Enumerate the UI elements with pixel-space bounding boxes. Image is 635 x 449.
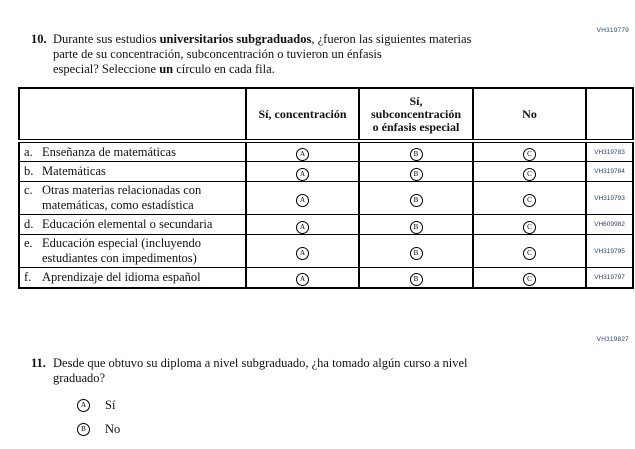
header-line: Sí,	[409, 93, 423, 108]
header-empty-label-cell	[19, 88, 246, 141]
row-code: VH319795	[586, 235, 633, 268]
question10-code: VH319779	[596, 27, 629, 34]
row-label-cell	[19, 215, 246, 235]
option-cell	[473, 141, 586, 162]
option-bubble-no[interactable]: C	[523, 194, 536, 207]
table-row	[19, 162, 633, 182]
option-bubble-si-concentracion[interactable]: A	[296, 247, 309, 260]
option-cell	[473, 162, 586, 182]
row-label-cell	[19, 235, 246, 268]
question-text-line: Durante sus estudios universitarios subgraduados, ¿fueron las siguientes materias	[53, 32, 472, 46]
question10-text	[53, 32, 471, 77]
row-code: VH609982	[586, 215, 633, 235]
option-bubble-si-concentracion[interactable]: A	[296, 194, 309, 207]
row-label-cell	[19, 268, 246, 288]
question11-text	[53, 356, 467, 447]
question-text-line: parte de su concentración, subconcentración o tuvieron un énfasis	[53, 47, 382, 61]
table-row	[19, 182, 633, 215]
row-label: Educación especial (incluyendo estudiantes con impedimentos)	[42, 236, 201, 265]
option-cell	[246, 162, 359, 182]
option-bubble-si-concentracion[interactable]: A	[296, 168, 309, 181]
table-row	[19, 141, 633, 162]
option-bubble-no[interactable]: B	[77, 423, 90, 436]
row-label: Enseñanza de matemáticas	[42, 144, 176, 159]
header-no: No	[473, 88, 586, 141]
row-label: Matemáticas	[42, 164, 106, 178]
option-bubble-si-concentracion[interactable]: A	[296, 221, 309, 234]
option-cell	[473, 235, 586, 268]
option-cell	[359, 182, 473, 215]
header-si-concentracion: Sí, concentración	[246, 88, 359, 141]
option-cell	[246, 268, 359, 288]
row-letter: c.	[24, 183, 33, 197]
option-cell	[246, 141, 359, 162]
row-letter: e.	[24, 236, 33, 250]
row-label-cell	[19, 182, 246, 215]
question-text-line: graduado?	[53, 371, 106, 385]
option-label: No	[105, 422, 121, 436]
option-bubble-si[interactable]: A	[77, 399, 90, 412]
option-bubble-si-concentracion[interactable]: A	[296, 148, 309, 161]
question-11	[31, 356, 467, 447]
option-bubble-si-subconcentracion[interactable]: B	[410, 247, 423, 260]
question-text-line: especial? Seleccione un círculo en cada fila.	[53, 62, 275, 76]
row-letter: b.	[24, 164, 34, 178]
option-cell	[246, 215, 359, 235]
table-header-row	[19, 88, 633, 141]
option-bubble-no[interactable]: C	[523, 221, 536, 234]
option-label: Sí	[105, 398, 116, 412]
header-line: subconcentración	[371, 106, 461, 121]
option-bubble-si-concentracion[interactable]: A	[296, 273, 309, 286]
question11-options	[77, 399, 467, 436]
option-cell	[359, 268, 473, 288]
answer-matrix-table	[18, 87, 634, 289]
option-si	[77, 399, 467, 412]
question11-number: 11.	[31, 356, 46, 370]
question10-number: 10.	[31, 32, 47, 46]
table-row	[19, 215, 633, 235]
header-empty-code-cell	[586, 88, 633, 141]
question-10	[31, 32, 471, 77]
header-line: o énfasis especial	[372, 119, 460, 134]
option-bubble-no[interactable]: C	[523, 148, 536, 161]
header-si-subconcentracion	[359, 88, 473, 141]
row-label: Otras materias relacionadas con matemáticas, como estadística	[42, 183, 202, 212]
row-code: VH319783	[586, 141, 633, 162]
table-row	[19, 235, 633, 268]
table-row	[19, 268, 633, 288]
row-code: VH319784	[586, 162, 633, 182]
option-bubble-si-subconcentracion[interactable]: B	[410, 148, 423, 161]
option-cell	[473, 215, 586, 235]
option-bubble-no[interactable]: C	[523, 273, 536, 286]
option-bubble-no[interactable]: C	[523, 247, 536, 260]
option-bubble-no[interactable]: C	[523, 168, 536, 181]
option-cell	[246, 182, 359, 215]
option-cell	[246, 235, 359, 268]
row-letter: f.	[24, 269, 32, 284]
question11-code: VH319827	[596, 336, 629, 343]
row-label: Aprendizaje del idioma español	[42, 269, 201, 284]
option-bubble-si-subconcentracion[interactable]: B	[410, 194, 423, 207]
row-label-cell	[19, 162, 246, 182]
option-cell	[359, 162, 473, 182]
row-label: Educación elemental o secundaria	[42, 217, 213, 231]
option-cell	[359, 141, 473, 162]
option-bubble-si-subconcentracion[interactable]: B	[410, 273, 423, 286]
row-code: VH319793	[586, 182, 633, 215]
option-cell	[473, 268, 586, 288]
option-bubble-si-subconcentracion[interactable]: B	[410, 221, 423, 234]
option-cell	[473, 182, 586, 215]
option-cell	[359, 215, 473, 235]
option-cell	[359, 235, 473, 268]
row-letter: a.	[24, 144, 33, 159]
option-bubble-si-subconcentracion[interactable]: B	[410, 168, 423, 181]
option-no	[77, 423, 467, 436]
row-label-cell	[19, 141, 246, 162]
row-letter: d.	[24, 217, 34, 231]
question-text-line: Desde que obtuvo su diploma a nivel subgraduado, ¿ha tomado algún curso a nivel	[53, 356, 468, 370]
row-code: VH319797	[586, 268, 633, 288]
